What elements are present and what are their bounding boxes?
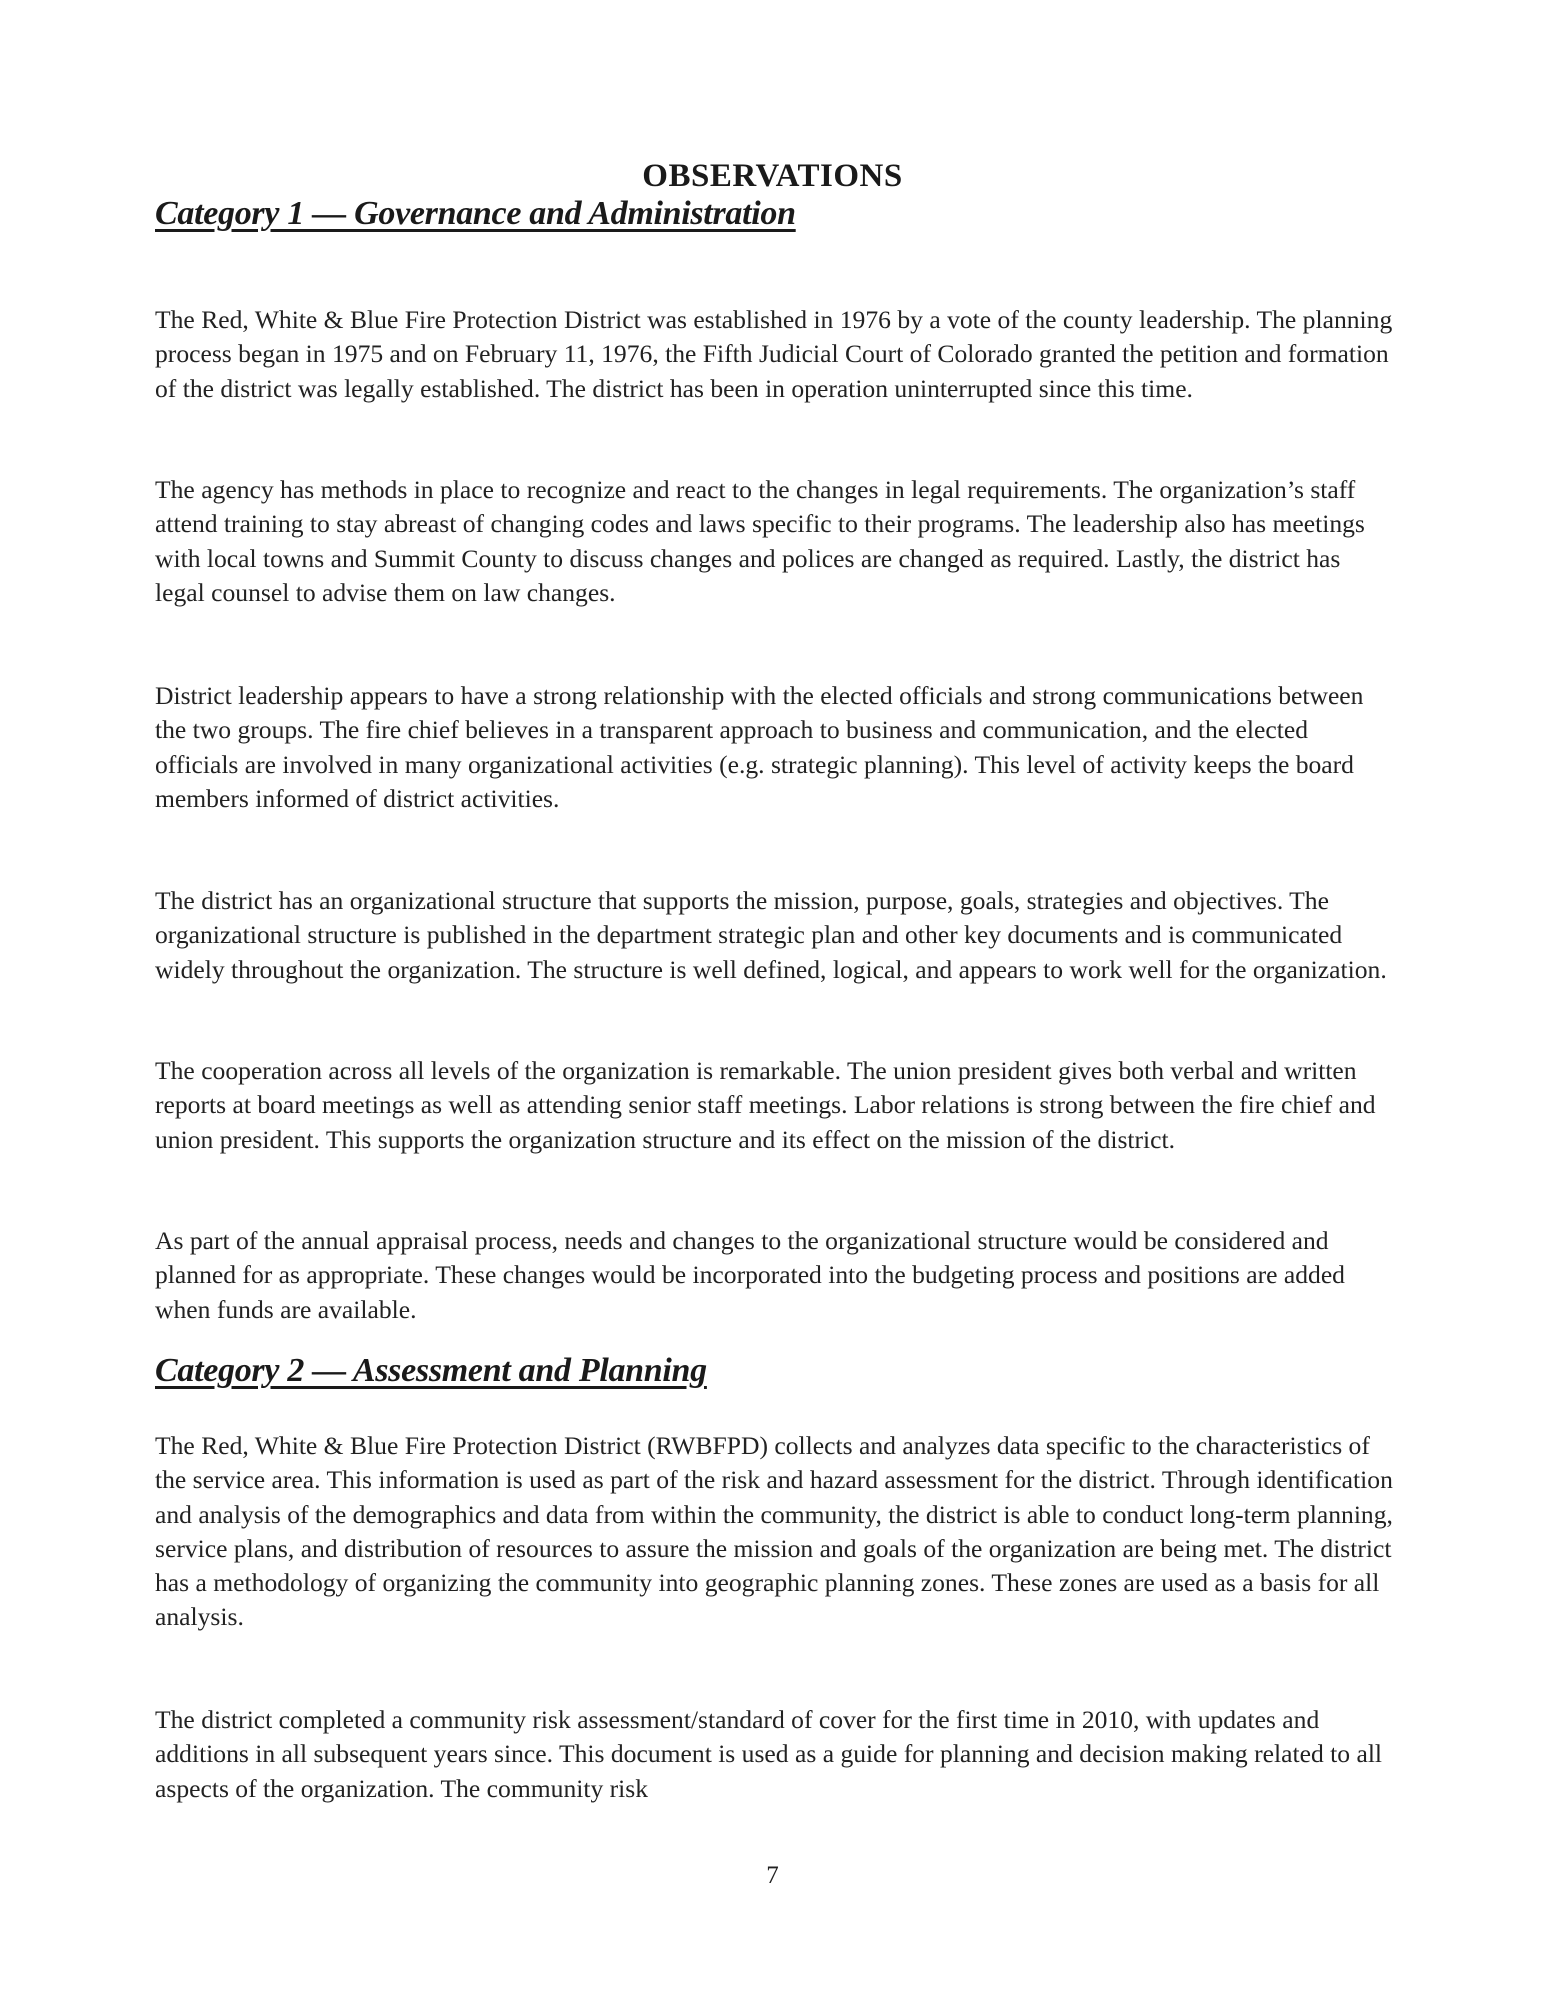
- paragraph: The agency has methods in place to recognize and react to the changes in legal requirements. The organization’s staff attend training to stay abreast of changing codes and laws specific to their programs. The leadership also has meetings with local towns and Summit County to discuss changes and polices are changed as required. Lastly, the district has legal counsel to advise them on law changes.: [155, 475, 1365, 607]
- page-number: 7: [766, 1862, 779, 1889]
- paragraph: The Red, White & Blue Fire Protection District (RWBFPD) collects and analyzes data specific to the characteristics of the service area. This information is used as part of the risk and hazard assessment for the district. Through identification and analysis of the demographics and data from within the community, the district is able to conduct long-term planning, service plans, and distribution of resources to assure the mission and goals of the organization are being met. The district has a methodology of organizing the community into geographic planning zones. These zones are used as a basis for all analysis.: [155, 1431, 1393, 1632]
- section-heading-category-1: Category 1 — Governance and Administration: [155, 195, 796, 232]
- paragraph: The Red, White & Blue Fire Protection District was established in 1976 by a vote of the county leadership. The planning process began in 1975 and on February 11, 1976, the Fifth Judicial Court of Colorado granted the petition and formation of the district was legally established. The district has been in operation uninterrupted since this time.: [155, 305, 1393, 403]
- paragraph: The district has an organizational structure that supports the mission, purpose, goals, strategies and objectives. The organizational structure is published in the department strategic plan and other key documents and is communicated widely throughout the organization. The structure is well defined, logical, and appears to work well for the organization.: [155, 886, 1387, 984]
- paragraph: The cooperation across all levels of the organization is remarkable. The union president gives both verbal and written reports at board meetings as well as attending senior staff meetings. Labor relations is strong between the fire chief and union president. This supports the organization structure and its effect on the mission of the district.: [155, 1056, 1376, 1154]
- paragraph: District leadership appears to have a strong relationship with the elected officials and strong communications between the two groups. The fire chief believes in a transparent approach to business and communication, and the elected officials are involved in many organizational activities (e.g. strategic planning). This level of activity keeps the board members informed of district activities.: [155, 681, 1364, 813]
- section-heading-category-2: Category 2 — Assessment and Planning: [155, 1352, 707, 1389]
- page-title: OBSERVATIONS: [642, 158, 903, 194]
- paragraph: The district completed a community risk assessment/standard of cover for the first time in 2010, with updates and additions in all subsequent years since. This document is used as a guide for planning and decision making related to all aspects of the organization. The community risk: [155, 1705, 1383, 1803]
- paragraph: As part of the annual appraisal process, needs and changes to the organizational structure would be considered and planned for as appropriate. These changes would be incorporated into the budgeting process and positions are added when funds are available.: [155, 1226, 1345, 1324]
